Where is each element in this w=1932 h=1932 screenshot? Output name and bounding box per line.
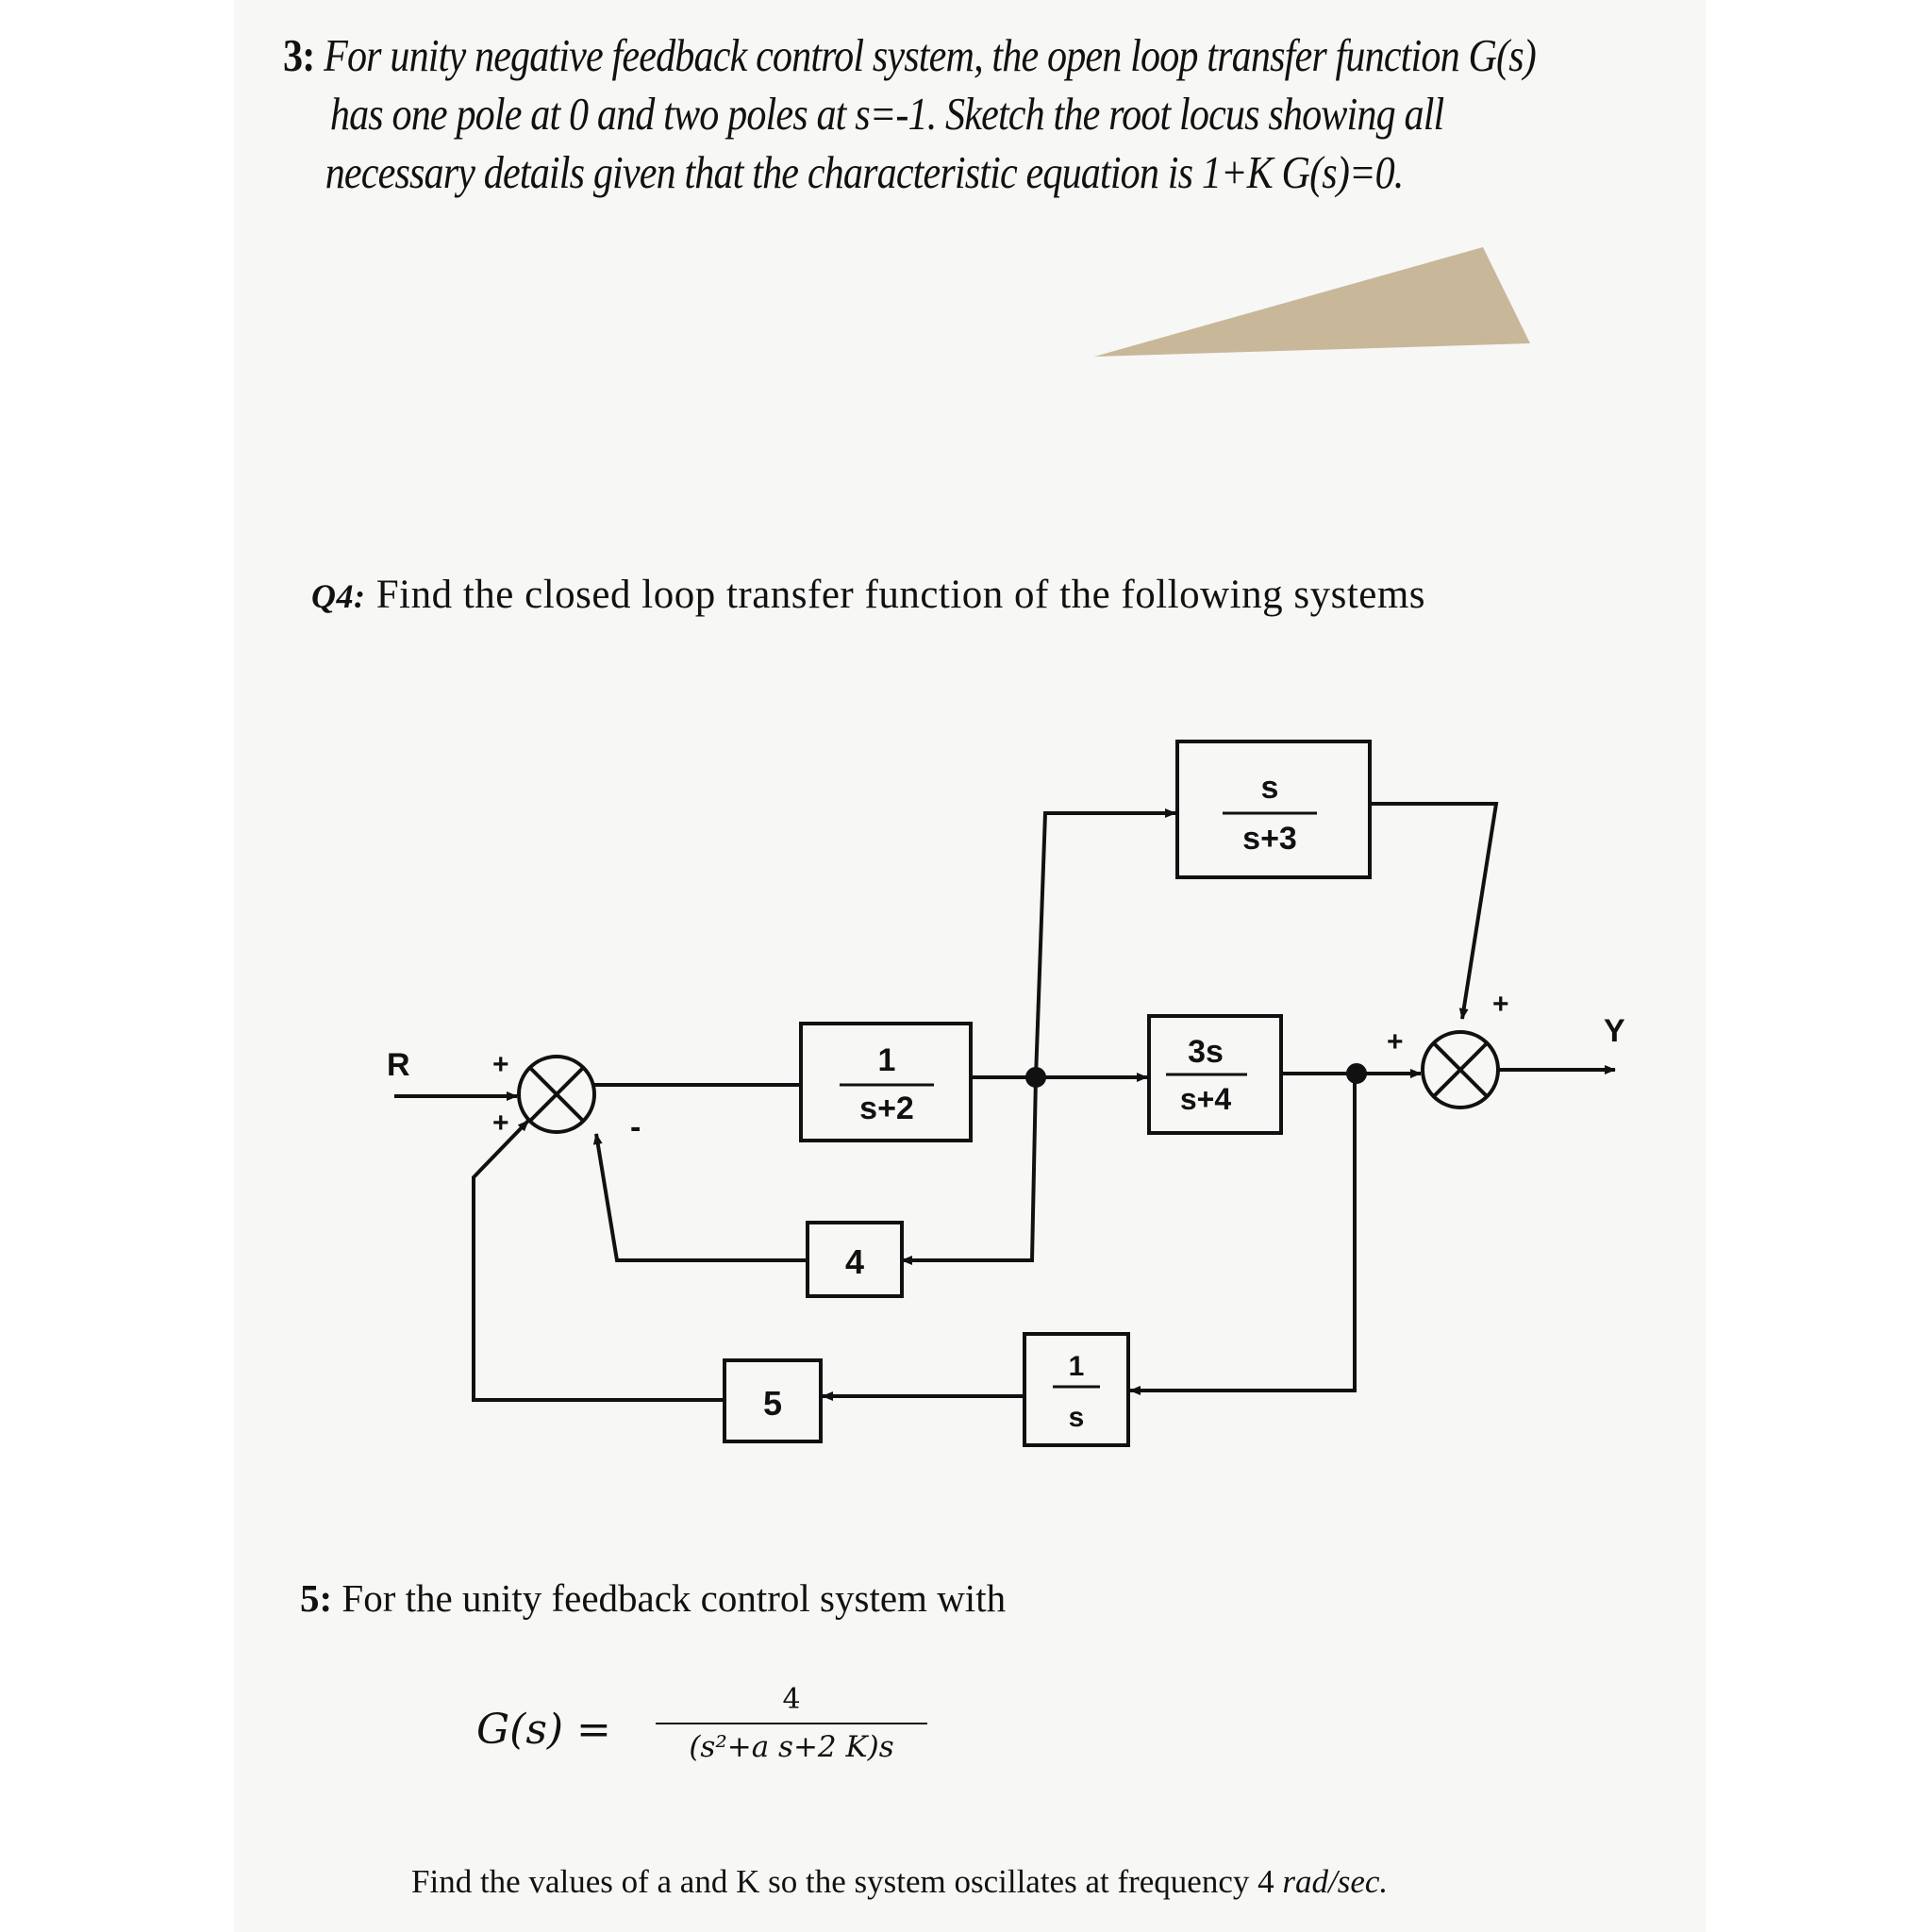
block-gain-5-label: 5 — [762, 1384, 783, 1423]
q5-number: 5: — [300, 1576, 333, 1620]
q3-number: 3: — [283, 29, 315, 81]
q5-final-unit: rad/sec. — [1282, 1863, 1389, 1900]
feedback-line-integrator-in — [1130, 1074, 1355, 1391]
sign-sj1-input-plus: + — [492, 1049, 509, 1080]
block-2-numerator: 3s — [1188, 1034, 1224, 1070]
block-2-denominator: s+4 — [1179, 1082, 1232, 1116]
block-upper-numerator: s — [1260, 770, 1279, 806]
q5-final-text: Find the values of a and K so the system oscillates at frequency 4 — [411, 1863, 1283, 1900]
q3-line-3: necessary details given that the characteristic equation is 1+K G(s)=0. — [325, 146, 1404, 198]
q3-text-1: For unity negative feedback control system, the open loop transfer function G(s) — [324, 29, 1536, 81]
q4-text: Find the closed loop transfer function of the following systems — [375, 573, 1426, 617]
q5-final-question — [411, 1863, 1388, 1901]
sign-sj1-feedback-5-plus: + — [492, 1108, 509, 1139]
q5-numerator: 4 — [782, 1683, 801, 1716]
block-1-denominator: s+2 — [859, 1091, 914, 1126]
block-upper — [1177, 741, 1370, 877]
block-upper-denominator: s+3 — [1242, 821, 1297, 857]
q5-fraction-bar — [656, 1723, 927, 1724]
q5-denominator: (s²+a s+2 K)s — [689, 1730, 894, 1764]
sign-sj1-feedback-4-minus: - — [630, 1109, 641, 1145]
sign-sj2-left-plus: + — [1387, 1026, 1404, 1058]
q3-line-2: has one pole at 0 and two poles at s=-1. Sketch the root locus showing all — [329, 88, 1444, 140]
input-label-r: R — [387, 1047, 410, 1083]
q4-number: Q4: — [311, 577, 366, 615]
block-1-numerator: 1 — [877, 1042, 896, 1078]
upper-forward-line — [1370, 804, 1496, 1019]
paper-shadow — [1094, 247, 1530, 357]
block-gain-4-label: 4 — [844, 1242, 865, 1281]
q5-text: For the unity feedback control system with — [341, 1576, 1007, 1620]
sign-sj2-top-plus: + — [1492, 989, 1509, 1020]
block-integrator-numerator: 1 — [1068, 1351, 1085, 1382]
q5-fraction — [656, 1679, 927, 1766]
q5-equation-lhs: G(s) = — [476, 1706, 611, 1754]
block-integrator-denominator: s — [1068, 1402, 1085, 1433]
output-label-y: Y — [1604, 1013, 1625, 1049]
q5-equation — [476, 1679, 967, 1783]
feedback-line-4-out — [596, 1134, 808, 1260]
upper-branch-line — [1036, 813, 1175, 1077]
question-5 — [300, 1575, 1006, 1621]
